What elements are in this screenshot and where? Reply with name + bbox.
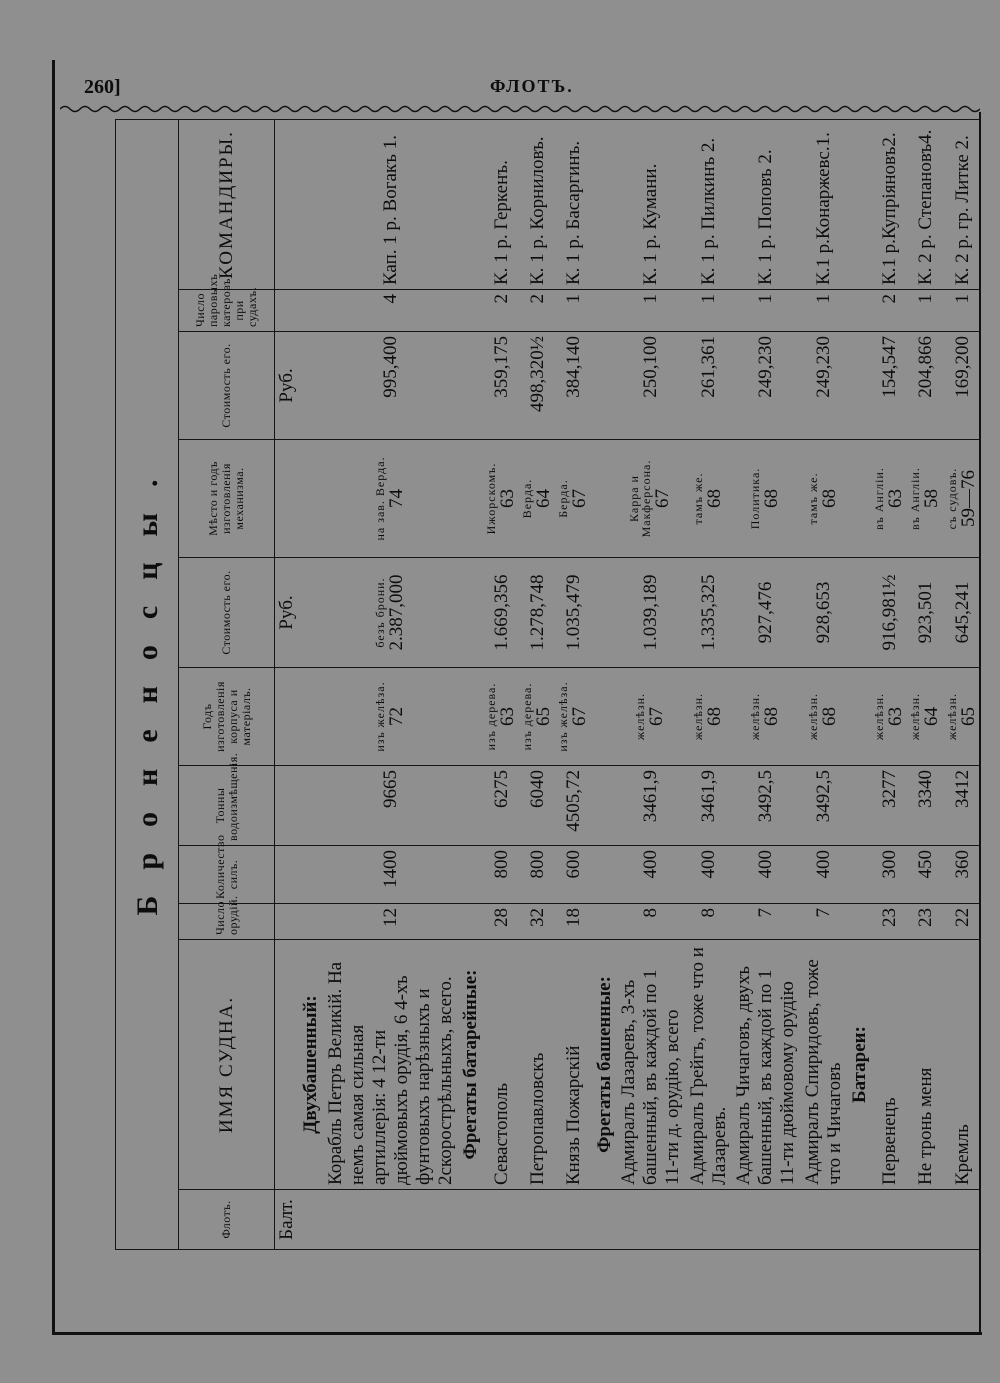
fleet-spacer [593, 1190, 617, 1250]
hull-year-cell-value: 68 [703, 707, 725, 726]
ship-name: Корабль Петръ Великій. На немъ самая сильная артиллерія: 4 12-ти дюймовыхъ орудія, 6 4-хъ фунтовыхъ нарѣзныхъ и 2скорострѣльныхъ, всего. [324, 940, 460, 1190]
fleet-spacer [686, 1190, 733, 1250]
machine-place-cell [872, 440, 908, 558]
machine-cost-cell: 384,140 [556, 332, 592, 440]
hull-year-cell-note: желѣзн. [633, 692, 648, 741]
tons-cell: 9665 [324, 766, 460, 846]
machine-place-cell-note: Верда. [519, 478, 534, 519]
spacer-cell [299, 766, 323, 846]
spacer-cell [459, 290, 483, 332]
table-row [908, 120, 944, 1250]
hull-cost-cell [556, 558, 592, 668]
machine-place-cell-note: тамъ же. [806, 472, 821, 525]
hull-cost-cell-value: 916,981½ [878, 574, 900, 651]
hp-cell: 400 [617, 846, 686, 904]
fleet-spacer [324, 1190, 460, 1250]
machine-place-cell-note: Политика. [748, 467, 763, 530]
boats-cell: 1 [732, 290, 801, 332]
machine-place-cell-note: съ судовъ. [944, 467, 959, 530]
hull-cost-cell-value: 927,476 [755, 581, 777, 644]
machine-place-cell-value: 68 [819, 489, 841, 508]
guns-cell: 22 [944, 904, 981, 940]
section-label: Двухбашенный: [299, 940, 323, 1190]
machine-place-cell-note: въ Англіи. [908, 467, 923, 530]
ship-name: Севастополь [483, 940, 519, 1190]
hull-cost-cell-value: 928,653 [813, 581, 835, 644]
machine-cost-cell: 249,230 [801, 332, 848, 440]
section-label: Батареи: [847, 940, 871, 1190]
machine-place-cell [801, 440, 848, 558]
machine-place-cell-note: на зав. Верда. [373, 456, 388, 541]
hull-cost-cell [520, 558, 556, 668]
machine-place-cell [324, 440, 460, 558]
spacer-cell [299, 668, 323, 766]
table-row [617, 120, 686, 1250]
machine-cost-cell: 995,400 [324, 332, 460, 440]
fleet-spacer [520, 1190, 556, 1250]
hull-year-cell [801, 668, 848, 766]
ship-name: Князь Пожарскій [556, 940, 592, 1190]
guns-cell: 23 [872, 904, 908, 940]
boats-cell: 1 [801, 290, 848, 332]
spacer-cell [593, 440, 617, 558]
hull-cost-cell [872, 558, 908, 668]
machine-place-cell [732, 440, 801, 558]
hp-cell: 360 [944, 846, 981, 904]
section-row [459, 120, 483, 1250]
spacer-cell [459, 120, 483, 290]
tons-cell: 3461,9 [686, 766, 733, 846]
col-hull-cost: Стоимость его. [179, 558, 275, 668]
hull-year-cell-note: изъ дерева. [519, 682, 534, 751]
page-frame-bottom [52, 1332, 982, 1335]
ironclads-table [115, 119, 981, 1250]
boats-cell: 1 [944, 290, 981, 332]
machine-place-cell-value: 59—76 [957, 470, 979, 527]
commander-cell: К. 1 р. Кумани. [617, 120, 686, 290]
machine-cost-cell: 498,320½ [520, 332, 556, 440]
hull-year-cell [617, 668, 686, 766]
spacer-cell [299, 846, 323, 904]
spacer-cell [847, 440, 871, 558]
hull-cost-cell-value: 1.039,189 [640, 574, 662, 651]
machine-cost-cell: 261,361 [686, 332, 733, 440]
guns-cell: 23 [908, 904, 944, 940]
spacer-cell [847, 332, 871, 440]
commander-cell: К. 1 р. Пилкинъ 2. [686, 120, 733, 290]
page-frame-left [52, 60, 55, 1335]
machine-cost-cell: 154,547 [872, 332, 908, 440]
hull-year-cell-note: желѣзн. [748, 692, 763, 741]
guns-cell: 7 [732, 904, 801, 940]
fleet-spacer [801, 1190, 848, 1250]
hp-cell: 300 [872, 846, 908, 904]
guns-cell: 8 [686, 904, 733, 940]
hull-year-cell-note: желѣзн. [806, 692, 821, 741]
hull-year-cell [908, 668, 944, 766]
machine-place-cell [617, 440, 686, 558]
section-title: Броненосцы. [116, 120, 179, 1250]
machine-place-cell-value: 67 [652, 489, 674, 508]
ship-name: Первенецъ [872, 940, 908, 1190]
spacer-cell [299, 290, 323, 332]
ship-name: Адмиралъ Чичаговъ, двухъ башенный, въ каждой по 1 11-ти дюймовому орудію [732, 940, 801, 1190]
hp-cell: 600 [556, 846, 592, 904]
machine-place-cell-value: 68 [761, 489, 783, 508]
col-commanders: КОМАНДИРЫ. [179, 120, 275, 290]
machine-cost-cell: 249,230 [732, 332, 801, 440]
page-header [60, 72, 980, 102]
spacer-cell [299, 120, 323, 290]
boats-cell: 2 [520, 290, 556, 332]
spacer-cell [459, 846, 483, 904]
machine-place-cell-value: 64 [532, 489, 554, 508]
hull-year-cell [324, 668, 460, 766]
fleet-spacer [459, 1190, 483, 1250]
tons-cell: 3412 [944, 766, 981, 846]
guns-cell: 18 [556, 904, 592, 940]
boats-cell: 2 [483, 290, 519, 332]
hull-year-cell [686, 668, 733, 766]
boats-cell: 4 [324, 290, 460, 332]
hull-cost-cell-value: 1.035,479 [563, 574, 585, 651]
machine-place-cell [520, 440, 556, 558]
hull-cost-cell [686, 558, 733, 668]
table-row [872, 120, 908, 1250]
section-row [593, 120, 617, 1250]
machine-place-cell [908, 440, 944, 558]
spacer-cell [847, 290, 871, 332]
commander-cell: К. 1 р. Басаргинъ. [556, 120, 592, 290]
col-horsepower: Количество силъ. [179, 846, 275, 904]
machine-place-cell [686, 440, 733, 558]
hull-cost-cell-value: 923,501 [915, 581, 937, 644]
machine-place-cell-value: 58 [921, 489, 943, 508]
boats-cell: 1 [556, 290, 592, 332]
spacer-cell [593, 668, 617, 766]
hull-year-cell-note: желѣзн. [690, 692, 705, 741]
hp-cell: 400 [686, 846, 733, 904]
spacer-cell [593, 904, 617, 940]
hull-cost-cell [944, 558, 981, 668]
hull-year-cell-value: 63 [496, 707, 518, 726]
machine-cost-cell: 359,175 [483, 332, 519, 440]
section-label: Фрегаты батарейные: [459, 940, 483, 1190]
spacer-cell [847, 668, 871, 766]
fleet-spacer [908, 1190, 944, 1250]
machine-place-cell-note: Ижорскомъ. [483, 462, 498, 535]
commander-cell: К. 2 р. гр. Литке 2. [944, 120, 981, 290]
hull-cost-cell-note: безъ брони. [373, 577, 388, 648]
hull-year-cell-note: желѣзн. [944, 692, 959, 741]
hull-cost-cell [483, 558, 519, 668]
fleet-spacer [847, 1190, 871, 1250]
ship-name: Кремль [944, 940, 981, 1190]
hp-cell: 400 [732, 846, 801, 904]
tons-cell: 3277 [872, 766, 908, 846]
hull-cost-cell-value: 1.278,748 [526, 574, 548, 651]
hull-year-cell-note: изъ желѣза. [373, 681, 388, 752]
spacer-cell [299, 558, 323, 668]
ship-name: Петропавловскъ [520, 940, 556, 1190]
commander-cell: К. 1 р. Геркенъ. [483, 120, 519, 290]
machine-place-cell [556, 440, 592, 558]
hull-year-cell [556, 668, 592, 766]
hull-year-cell [520, 668, 556, 766]
section-row [299, 120, 323, 1250]
table-row [732, 120, 801, 1250]
spacer-cell [459, 766, 483, 846]
machine-place-cell-value: 68 [703, 489, 725, 508]
spacer-cell [593, 558, 617, 668]
decorative-wave-rule [60, 102, 980, 116]
fleet-spacer [732, 1190, 801, 1250]
spacer-cell [459, 440, 483, 558]
hull-year-cell [483, 668, 519, 766]
hull-year-cell-value: 64 [921, 707, 943, 726]
machine-place-cell-note: въ Англіи. [871, 467, 886, 530]
table-row [944, 120, 981, 1250]
machine-place-cell-note: Карра и Макферсона. [627, 459, 654, 538]
table-row [556, 120, 592, 1250]
machine-place-cell-value: 63 [496, 489, 518, 508]
running-head: ФЛОТЪ. [490, 76, 574, 96]
guns-cell: 7 [801, 904, 848, 940]
col-guns: Число орудій. [179, 904, 275, 940]
spacer-cell [299, 904, 323, 940]
fleet-spacer [556, 1190, 592, 1250]
spacer-cell [847, 558, 871, 668]
table-row [801, 120, 848, 1250]
machine-place-cell-value: 67 [569, 489, 591, 508]
boats-cell: 1 [617, 290, 686, 332]
hull-year-cell-value: 67 [646, 707, 668, 726]
spacer-cell [593, 290, 617, 332]
tons-cell: 3461,9 [617, 766, 686, 846]
spacer-cell [459, 332, 483, 440]
col-machine-place: Мѣсто и годъ изготовленія механизма. [179, 440, 275, 558]
hull-cost-cell [617, 558, 686, 668]
fleet-spacer [944, 1190, 981, 1250]
unit-hull-cost: Руб. [275, 558, 300, 668]
machine-place-cell [944, 440, 981, 558]
hull-year-cell-note: желѣзн. [908, 692, 923, 741]
spacer-cell [847, 120, 871, 290]
machine-place-cell-value: 74 [386, 489, 408, 508]
spacer-cell [847, 766, 871, 846]
col-steam-boats: Число паровыхъ катеровъ при судахъ. [179, 290, 275, 332]
commander-cell: К.1 р.Купріяновъ2. [872, 120, 908, 290]
hull-year-cell-value: 68 [761, 707, 783, 726]
machine-cost-cell: 204,866 [908, 332, 944, 440]
commander-cell: К. 2 р. Степановъ4. [908, 120, 944, 290]
hull-year-cell-value: 65 [957, 707, 979, 726]
hp-cell: 400 [801, 846, 848, 904]
section-row [847, 120, 871, 1250]
machine-place-cell-note: тамъ же. [690, 472, 705, 525]
hull-cost-cell [732, 558, 801, 668]
fleet-spacer [872, 1190, 908, 1250]
boats-cell: 1 [686, 290, 733, 332]
boats-cell: 1 [908, 290, 944, 332]
table-row [520, 120, 556, 1250]
col-fleet: Флотъ. [179, 1190, 275, 1250]
col-ship-name: ИМЯ СУДНА. [179, 940, 275, 1190]
table-row [324, 120, 460, 1250]
spacer-cell [593, 332, 617, 440]
ship-name: Адмиралъ Грейгъ, тоже что и Лазаревъ. [686, 940, 733, 1190]
spacer-cell [299, 440, 323, 558]
fleet-spacer [483, 1190, 519, 1250]
tons-cell: 6040 [520, 766, 556, 846]
machine-cost-cell: 250,100 [617, 332, 686, 440]
units-row [275, 120, 300, 1250]
hull-cost-cell [801, 558, 848, 668]
guns-cell: 28 [483, 904, 519, 940]
hull-year-cell [872, 668, 908, 766]
hull-cost-cell [908, 558, 944, 668]
commander-cell: К. 1 р. Корниловъ. [520, 120, 556, 290]
guns-cell: 32 [520, 904, 556, 940]
ship-name: Не тронь меня [908, 940, 944, 1190]
machine-cost-cell: 169,200 [944, 332, 981, 440]
hull-year-cell-value: 72 [386, 707, 408, 726]
hull-cost-cell-value: 1.335,325 [697, 574, 719, 651]
spacer-cell [459, 668, 483, 766]
tons-cell: 3340 [908, 766, 944, 846]
tons-cell: 6275 [483, 766, 519, 846]
commander-cell: К. 1 р. Поповъ 2. [732, 120, 801, 290]
commander-cell: Кап. 1 р. Вогакъ 1. [324, 120, 460, 290]
spacer-cell [593, 846, 617, 904]
section-label: Фрегаты башенные: [593, 940, 617, 1190]
unit-machine-cost: Руб. [275, 332, 300, 440]
col-tonnage: Тонны водоизмѣщенія. [179, 766, 275, 846]
ship-name: Адмиралъ Спиридовъ, тоже что и Чичаговъ [801, 940, 848, 1190]
hull-year-cell-value: 65 [532, 707, 554, 726]
commander-cell: К.1 р.Конаржевс.1. [801, 120, 848, 290]
machine-place-cell-note: Берда. [556, 479, 571, 518]
fleet-spacer [299, 1190, 323, 1250]
spacer-cell [459, 558, 483, 668]
spacer-cell [847, 846, 871, 904]
fleet-cell: Балт. [275, 1190, 300, 1250]
hp-cell: 800 [483, 846, 519, 904]
hull-year-cell [944, 668, 981, 766]
table-body [275, 120, 982, 1250]
page-number: 260] [84, 76, 121, 98]
table-row [483, 120, 519, 1250]
spacer-cell [593, 766, 617, 846]
spacer-cell [593, 120, 617, 290]
hull-year-cell-note: изъ желѣза. [556, 681, 571, 752]
tons-cell: 4505,72 [556, 766, 592, 846]
hull-year-cell-value: 68 [819, 707, 841, 726]
table-row [686, 120, 733, 1250]
guns-cell: 8 [617, 904, 686, 940]
tons-cell: 3492,5 [801, 766, 848, 846]
spacer-cell [299, 332, 323, 440]
rotated-table-wrapper [115, 120, 981, 1250]
col-hull-year: Годъ изготовленія корпуса и матеріалъ. [179, 668, 275, 766]
machine-place-cell [483, 440, 519, 558]
hull-year-cell [732, 668, 801, 766]
hull-year-cell-value: 63 [884, 707, 906, 726]
tons-cell: 3492,5 [732, 766, 801, 846]
spacer-cell [459, 904, 483, 940]
hull-cost-cell-value: 1.669,356 [490, 574, 512, 651]
boats-cell: 2 [872, 290, 908, 332]
hull-cost-cell [324, 558, 460, 668]
hull-year-cell-value: 67 [569, 707, 591, 726]
hull-year-cell-note: изъ дерева. [483, 682, 498, 751]
hp-cell: 450 [908, 846, 944, 904]
hull-cost-cell-value: 645,241 [951, 581, 973, 644]
machine-place-cell-value: 63 [884, 489, 906, 508]
col-machine-cost: Стоимость его. [179, 332, 275, 440]
ship-name: Адмиралъ Лазаревъ, 3-хъ башенный, въ каждой по 1 11-ти д. орудію, всего [617, 940, 686, 1190]
spacer-cell [847, 904, 871, 940]
hp-cell: 1400 [324, 846, 460, 904]
hull-cost-cell-value: 2.387,000 [386, 574, 408, 651]
fleet-spacer [617, 1190, 686, 1250]
hull-year-cell-note: желѣзн. [871, 692, 886, 741]
guns-cell: 12 [324, 904, 460, 940]
hp-cell: 800 [520, 846, 556, 904]
